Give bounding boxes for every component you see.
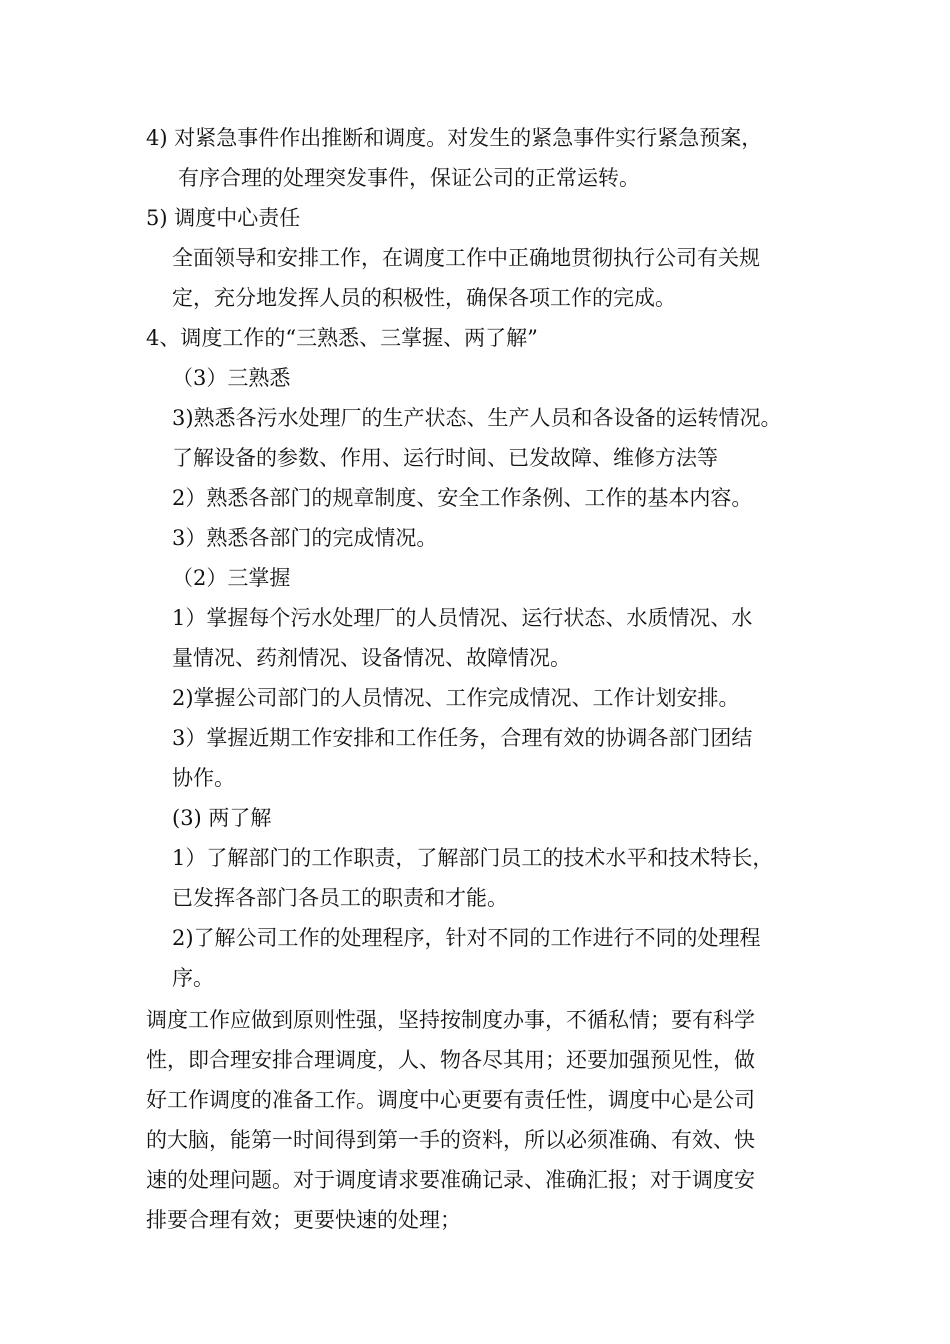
- paragraph-line: 调度工作应做到原则性强，坚持按制度办事，不循私情；要有科学: [146, 1008, 755, 1032]
- text-line: 2）熟悉各部门的规章制度、安全工作条例、工作的基本内容。: [172, 486, 753, 510]
- text-line: 3)熟悉各污水处理厂的生产状态、生产人员和各设备的运转情况。: [172, 406, 782, 430]
- text-line: 定，充分地发挥人员的积极性，确保各项工作的完成。: [172, 286, 676, 310]
- text-line: 2)了解公司工作的处理程序，针对不同的工作进行不同的处理程: [172, 926, 761, 950]
- text-line: 1）掌握每个污水处理厂的人员情况、运行状态、水质情况、水: [172, 606, 753, 630]
- text-line: 已发挥各部门各员工的职责和才能。: [172, 886, 508, 910]
- text-line: 3）熟悉各部门的完成情况。: [172, 526, 438, 550]
- paragraph-line: 速的处理问题。对于调度请求要准确记录、准确汇报；对于调度安: [146, 1168, 755, 1192]
- paragraph-line: 好工作调度的准备工作。调度中心更要有责任性，调度中心是公司: [146, 1088, 755, 1112]
- text-line: 协作。: [172, 766, 235, 790]
- text-line: 全面领导和安排工作，在调度工作中正确地贯彻执行公司有关规: [172, 246, 760, 270]
- subsection-heading: (3) 两了解: [172, 806, 272, 830]
- subsection-heading: （2）三掌握: [172, 566, 291, 590]
- text-line: 序。: [172, 966, 214, 990]
- paragraph-line: 排要合理有效；更要快速的处理；: [146, 1208, 461, 1232]
- text-line: 4) 对紧急事件作出推断和调度。对发生的紧急事件实行紧急预案，: [146, 126, 763, 150]
- text-line: 5) 调度中心责任: [146, 206, 301, 230]
- paragraph-line: 的大脑，能第一时间得到第一手的资料，所以必须准确、有效、快: [146, 1128, 755, 1152]
- text-line: 3）掌握近期工作安排和工作任务，合理有效的协调各部门团结: [172, 726, 753, 750]
- paragraph-line: 性，即合理安排合理调度，人、物各尽其用；还要加强预见性，做: [146, 1048, 755, 1072]
- text-line: 2)掌握公司部门的人员情况、工作完成情况、工作计划安排。: [172, 686, 740, 710]
- text-line: 1）了解部门的工作职责，了解部门员工的技术水平和技术特长，: [172, 846, 774, 870]
- text-line: 有序合理的处理突发事件，保证公司的正常运转。: [178, 166, 640, 190]
- text-line: 了解设备的参数、作用、运行时间、已发故障、维修方法等: [172, 446, 718, 470]
- text-line: 量情况、药剂情况、设备情况、故障情况。: [172, 646, 571, 670]
- section-heading: 4、调度工作的“三熟悉、三掌握、两了解”: [146, 326, 538, 350]
- subsection-heading: （3）三熟悉: [172, 366, 291, 390]
